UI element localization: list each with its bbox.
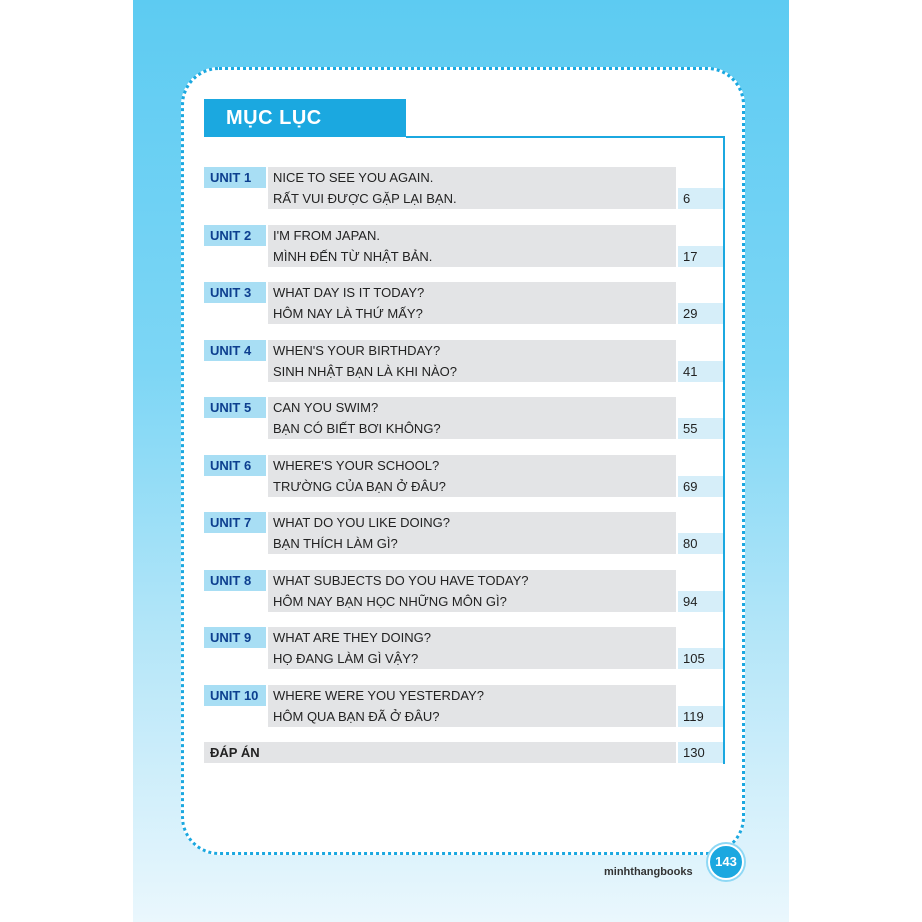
unit-title-vietnamese: BẠN THÍCH LÀM GÌ? <box>268 533 676 554</box>
unit-page-number: 119 <box>678 706 723 727</box>
toc-entry-vietnamese-row <box>204 706 723 727</box>
toc-entry-vietnamese-row <box>204 476 723 497</box>
unit-label: UNIT 4 <box>204 340 266 361</box>
toc-entry <box>204 167 723 225</box>
unit-page-number: 94 <box>678 591 723 612</box>
unit-title-vietnamese: HÔM NAY BẠN HỌC NHỮNG MÔN GÌ? <box>268 591 676 612</box>
unit-page-number: 55 <box>678 418 723 439</box>
toc-right-rule <box>723 136 725 764</box>
unit-title-english: WHEN'S YOUR BIRTHDAY? <box>268 340 676 361</box>
toc-entry <box>204 282 723 340</box>
toc-entry-vietnamese-row <box>204 303 723 324</box>
unit-title-english: I'M FROM JAPAN. <box>268 225 676 246</box>
toc-entry-vietnamese-row <box>204 591 723 612</box>
answers-page-number: 130 <box>678 742 723 763</box>
unit-label: UNIT 9 <box>204 627 266 648</box>
unit-title-english: WHAT DO YOU LIKE DOING? <box>268 512 676 533</box>
unit-label: UNIT 10 <box>204 685 266 706</box>
answers-row <box>204 742 723 763</box>
unit-label: UNIT 3 <box>204 282 266 303</box>
unit-title-vietnamese: HỌ ĐANG LÀM GÌ VẬY? <box>268 648 676 669</box>
toc-entry-english-row <box>204 167 676 188</box>
unit-title-vietnamese: BẠN CÓ BIẾT BƠI KHÔNG? <box>268 418 676 439</box>
unit-title-vietnamese: HÔM QUA BẠN ĐÃ Ở ĐÂU? <box>268 706 676 727</box>
toc-entry-english-row <box>204 282 676 303</box>
toc-entry <box>204 570 723 628</box>
toc-entry <box>204 225 723 283</box>
toc-entry-english-row <box>204 455 676 476</box>
unit-label: UNIT 8 <box>204 570 266 591</box>
publisher-brand: minhthangbooks <box>604 866 693 878</box>
unit-title-vietnamese: SINH NHẬT BẠN LÀ KHI NÀO? <box>268 361 676 382</box>
unit-label: UNIT 5 <box>204 397 266 418</box>
unit-title-english: WHERE'S YOUR SCHOOL? <box>268 455 676 476</box>
toc-entry-english-row <box>204 570 676 591</box>
answers-label: ĐÁP ÁN <box>204 742 676 763</box>
title-underline <box>406 136 724 138</box>
unit-title-vietnamese: MÌNH ĐẾN TỪ NHẬT BẢN. <box>268 246 676 267</box>
unit-page-number: 41 <box>678 361 723 382</box>
unit-title-english: WHAT ARE THEY DOING? <box>268 627 676 648</box>
toc-entry <box>204 397 723 455</box>
toc-entry-vietnamese-row <box>204 246 723 267</box>
toc-entry-english-row <box>204 397 676 418</box>
toc-entry-english-row <box>204 627 676 648</box>
unit-page-number: 105 <box>678 648 723 669</box>
toc-entry-vietnamese-row <box>204 533 723 554</box>
toc-entry-english-row <box>204 685 676 706</box>
unit-title-english: WHAT DAY IS IT TODAY? <box>268 282 676 303</box>
unit-title-vietnamese: HÔM NAY LÀ THỨ MẤY? <box>268 303 676 324</box>
toc-entry-vietnamese-row <box>204 361 723 382</box>
toc-entry <box>204 685 723 743</box>
unit-title-english: WHERE WERE YOU YESTERDAY? <box>268 685 676 706</box>
unit-page-number: 29 <box>678 303 723 324</box>
toc-entry-english-row <box>204 340 676 361</box>
page-number-badge: 143 <box>708 844 744 880</box>
toc-entry-vietnamese-row <box>204 648 723 669</box>
table-of-contents <box>204 167 723 742</box>
toc-entry-vietnamese-row <box>204 418 723 439</box>
unit-title-english: WHAT SUBJECTS DO YOU HAVE TODAY? <box>268 570 676 591</box>
unit-title-vietnamese: RẤT VUI ĐƯỢC GẶP LẠI BẠN. <box>268 188 676 209</box>
unit-title-english: CAN YOU SWIM? <box>268 397 676 418</box>
unit-label: UNIT 6 <box>204 455 266 476</box>
unit-label: UNIT 7 <box>204 512 266 533</box>
unit-page-number: 17 <box>678 246 723 267</box>
unit-title-english: NICE TO SEE YOU AGAIN. <box>268 167 676 188</box>
unit-page-number: 80 <box>678 533 723 554</box>
toc-entry <box>204 627 723 685</box>
unit-page-number: 69 <box>678 476 723 497</box>
toc-entry-english-row <box>204 512 676 533</box>
page-title: MỤC LỤC <box>204 99 406 137</box>
toc-entry <box>204 512 723 570</box>
unit-page-number: 6 <box>678 188 723 209</box>
toc-entry <box>204 455 723 513</box>
unit-label: UNIT 2 <box>204 225 266 246</box>
unit-label: UNIT 1 <box>204 167 266 188</box>
unit-title-vietnamese: TRƯỜNG CỦA BẠN Ở ĐÂU? <box>268 476 676 497</box>
toc-entry <box>204 340 723 398</box>
toc-entry-vietnamese-row <box>204 188 723 209</box>
toc-entry-english-row <box>204 225 676 246</box>
